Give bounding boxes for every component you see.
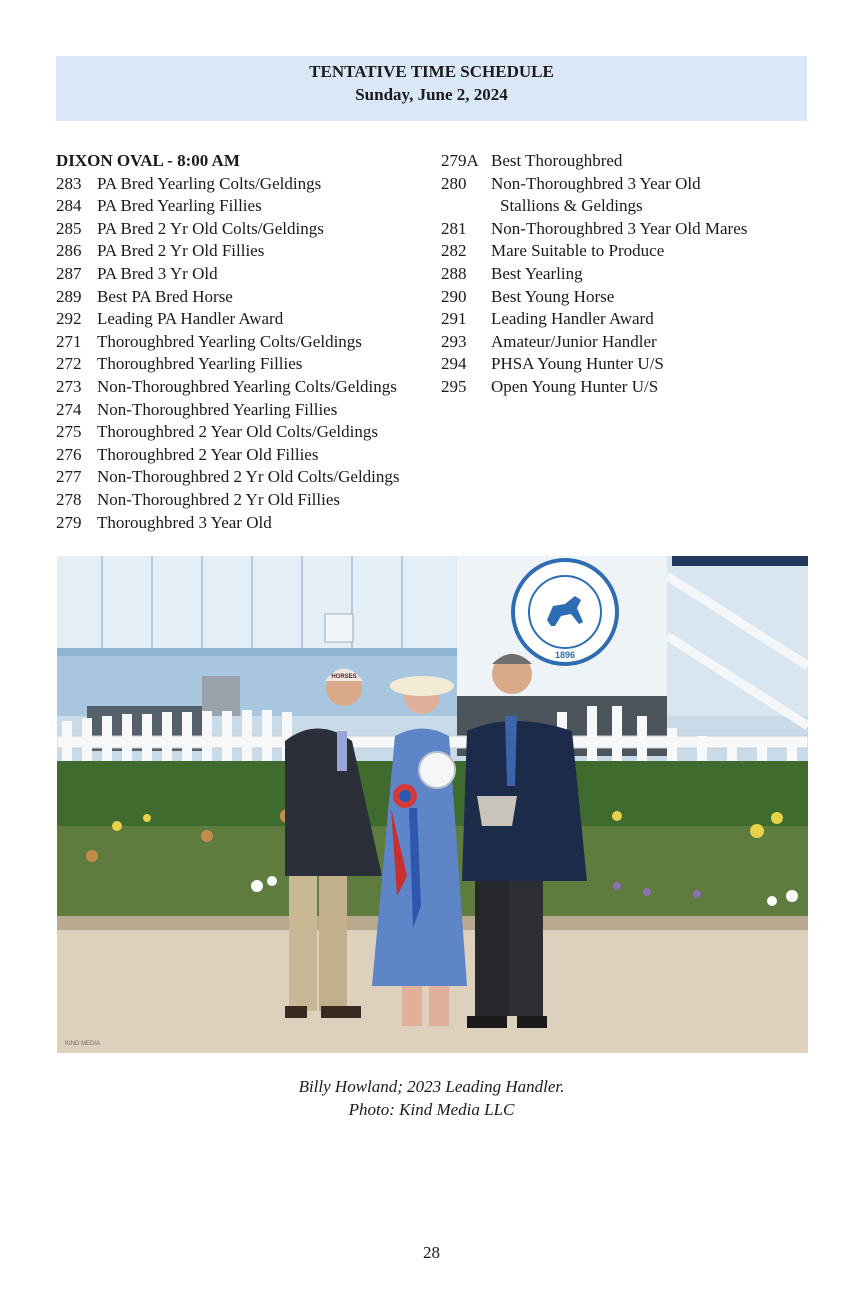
class-name: Leading Handler Award bbox=[491, 309, 654, 329]
class-name: PA Bred 2 Yr Old Fillies bbox=[97, 241, 265, 261]
class-number: 286 bbox=[56, 241, 82, 261]
class-name: Non-Thoroughbred Yearling Fillies bbox=[97, 399, 338, 419]
logo-year: 1896 bbox=[554, 650, 576, 660]
class-name: Non-Thoroughbred 3 Year Old bbox=[491, 173, 701, 193]
class-number: 294 bbox=[441, 354, 467, 374]
class-row bbox=[441, 308, 821, 331]
ring-heading: DIXON OVAL - 8:00 AM bbox=[56, 151, 240, 170]
class-number: 275 bbox=[56, 422, 82, 442]
class-number: 278 bbox=[56, 489, 82, 509]
class-number: 283 bbox=[56, 173, 82, 193]
class-row bbox=[441, 240, 821, 263]
photo-watermark: KIND MEDIA bbox=[65, 1041, 101, 1047]
class-name: Thoroughbred Yearling Colts/Geldings bbox=[97, 331, 362, 351]
left-class-list bbox=[56, 150, 436, 534]
class-row bbox=[56, 263, 436, 286]
class-name: PA Bred Yearling Colts/Geldings bbox=[97, 173, 322, 193]
class-row bbox=[56, 195, 436, 218]
class-name: Non-Thoroughbred Yearling Colts/Geldings bbox=[97, 376, 397, 396]
schedule-header bbox=[56, 56, 807, 121]
class-row bbox=[441, 376, 821, 399]
class-number: 271 bbox=[56, 331, 82, 351]
class-row bbox=[441, 353, 821, 376]
class-row bbox=[56, 286, 436, 309]
class-name: Non-Thoroughbred 2 Yr Old Fillies bbox=[97, 489, 341, 509]
class-row bbox=[441, 331, 821, 354]
class-row bbox=[441, 173, 821, 196]
devon-logo bbox=[513, 560, 617, 664]
page-number: 28 bbox=[423, 1243, 440, 1262]
class-name: Best Young Horse bbox=[491, 286, 615, 306]
class-number: 273 bbox=[56, 376, 82, 396]
class-row bbox=[56, 399, 436, 422]
class-row bbox=[56, 444, 436, 467]
class-name: Best Yearling bbox=[491, 263, 583, 283]
class-name: PA Bred Yearling Fillies bbox=[97, 196, 262, 216]
class-row bbox=[56, 173, 436, 196]
class-name: Thoroughbred 2 Year Old Colts/Geldings bbox=[97, 422, 378, 442]
class-name: PA Bred 2 Yr Old Colts/Geldings bbox=[97, 218, 324, 238]
class-row bbox=[441, 218, 821, 241]
class-name: Open Young Hunter U/S bbox=[491, 376, 659, 396]
class-name: PA Bred 3 Yr Old bbox=[97, 263, 218, 283]
class-row bbox=[56, 489, 436, 512]
award-photo-illustration bbox=[57, 556, 808, 1053]
award-photo bbox=[57, 556, 808, 1053]
class-name: Thoroughbred 2 Year Old Fillies bbox=[97, 444, 319, 464]
schedule-title: TENTATIVE TIME SCHEDULE bbox=[309, 62, 554, 81]
right-class-list bbox=[441, 150, 821, 399]
class-number: 276 bbox=[56, 444, 82, 464]
class-row bbox=[56, 421, 436, 444]
class-number: 293 bbox=[441, 331, 467, 351]
class-number: 284 bbox=[56, 196, 82, 216]
class-row bbox=[56, 466, 436, 489]
class-name: Thoroughbred Yearling Fillies bbox=[97, 354, 303, 374]
class-name: Best Thoroughbred bbox=[491, 151, 623, 170]
class-number: 292 bbox=[56, 309, 82, 329]
class-row bbox=[56, 512, 436, 535]
class-number: 287 bbox=[56, 263, 82, 283]
class-name: Best PA Bred Horse bbox=[97, 286, 233, 306]
class-number: 289 bbox=[56, 286, 82, 306]
class-name: Leading PA Handler Award bbox=[97, 309, 284, 329]
person-middle bbox=[372, 676, 467, 1026]
class-name: Amateur/Junior Handler bbox=[491, 331, 657, 351]
class-row bbox=[441, 286, 821, 309]
class-number: 272 bbox=[56, 354, 82, 374]
cap-text: HORSES bbox=[331, 674, 357, 680]
class-number: 277 bbox=[56, 467, 82, 487]
class-row bbox=[56, 240, 436, 263]
class-number: 290 bbox=[441, 286, 467, 306]
class-name: PHSA Young Hunter U/S bbox=[491, 354, 664, 374]
class-row bbox=[56, 353, 436, 376]
class-name: Non-Thoroughbred 2 Yr Old Colts/Geldings bbox=[97, 467, 400, 487]
class-number: 291 bbox=[441, 309, 467, 329]
class-name: Non-Thoroughbred 3 Year Old Mares bbox=[491, 218, 748, 238]
class-number: 295 bbox=[441, 376, 467, 396]
class-name: Mare Suitable to Produce bbox=[491, 241, 665, 261]
class-number: 274 bbox=[56, 399, 82, 419]
class-number: 279 bbox=[56, 512, 82, 532]
class-row bbox=[56, 331, 436, 354]
class-number: 282 bbox=[441, 241, 467, 261]
class-number: 280 bbox=[441, 173, 467, 193]
class-row bbox=[441, 150, 821, 173]
schedule-date: Sunday, June 2, 2024 bbox=[355, 85, 508, 104]
class-row bbox=[56, 218, 436, 241]
class-name: Thoroughbred 3 Year Old bbox=[97, 512, 272, 532]
class-row bbox=[56, 376, 436, 399]
class-number: 281 bbox=[441, 218, 467, 238]
photo-caption-line1: Billy Howland; 2023 Leading Handler. bbox=[298, 1077, 565, 1096]
class-number: 285 bbox=[56, 218, 82, 238]
class-number: 279A bbox=[441, 151, 479, 170]
class-name-continuation: Stallions & Geldings bbox=[500, 196, 643, 216]
class-row bbox=[56, 308, 436, 331]
class-number: 288 bbox=[441, 263, 467, 283]
class-row bbox=[441, 263, 821, 286]
photo-caption-line2: Photo: Kind Media LLC bbox=[348, 1100, 515, 1119]
